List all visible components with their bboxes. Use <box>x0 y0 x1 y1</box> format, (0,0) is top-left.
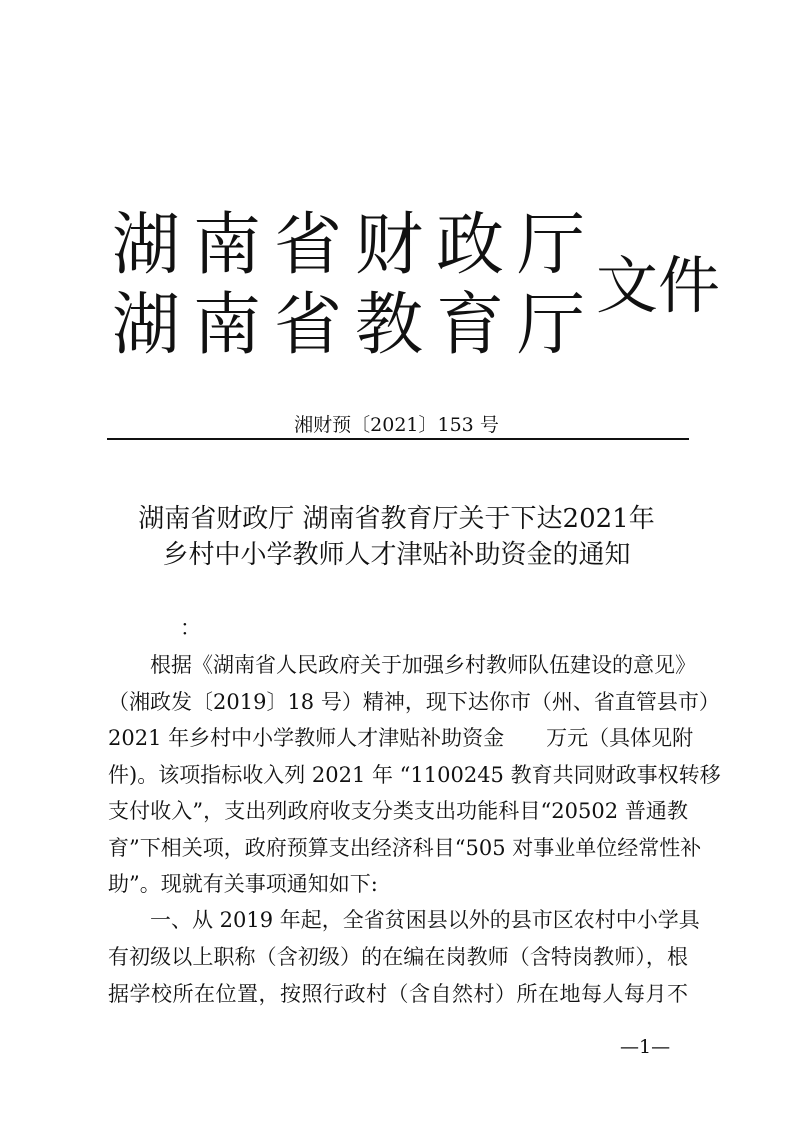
body-line: 育”下相关项，政府预算支出经济科目“505 对事业单位经常性补 <box>108 836 702 860</box>
page-number: —1— <box>620 1036 671 1058</box>
body-line: 件)。该项指标收入列 2021 年 “1100245 教育共同财政事权转移 <box>108 763 721 787</box>
salutation: ： <box>180 616 201 640</box>
body-line: 助”。现就有关事项通知如下: <box>108 872 378 896</box>
document-title-line2: 乡村中小学教师人才津贴补助资金的通知 <box>162 540 631 570</box>
body-line: 支付收入”，支出列政府收支分类支出功能科目“20502 普通教 <box>108 799 688 823</box>
body-line: （湘政发〔2019〕18 号）精神，现下达你市（州、省直管县市） <box>108 690 720 714</box>
doc-type-label: 文件 <box>596 249 721 322</box>
header-divider <box>107 438 689 440</box>
body-line: 根据《湖南省人民政府关于加强乡村教师队伍建设的意见》 <box>150 653 696 677</box>
document-number: 湘财预〔2021〕153 号 <box>294 414 499 436</box>
body-line: 一、从 2019 年起，全省贫困县以外的县市区农村中小学具 <box>150 908 700 932</box>
document-title-line1: 湖南省财政厅 湖南省教育厅关于下达2021年 <box>138 504 655 534</box>
issuer-education-dept: 湖南省教育厅 <box>112 286 599 365</box>
body-line: 有初级以上职称（含初级）的在编在岗教师（含特岗教师），根 <box>108 945 688 969</box>
body-line: 2021 年乡村中小学教师人才津贴补助资金 万元（具体见附 <box>108 726 694 750</box>
issuer-finance-dept: 湖南省财政厅 <box>112 206 599 285</box>
body-line: 据学校所在位置，按照行政村（含自然村）所在地每人每月不 <box>108 982 688 1006</box>
